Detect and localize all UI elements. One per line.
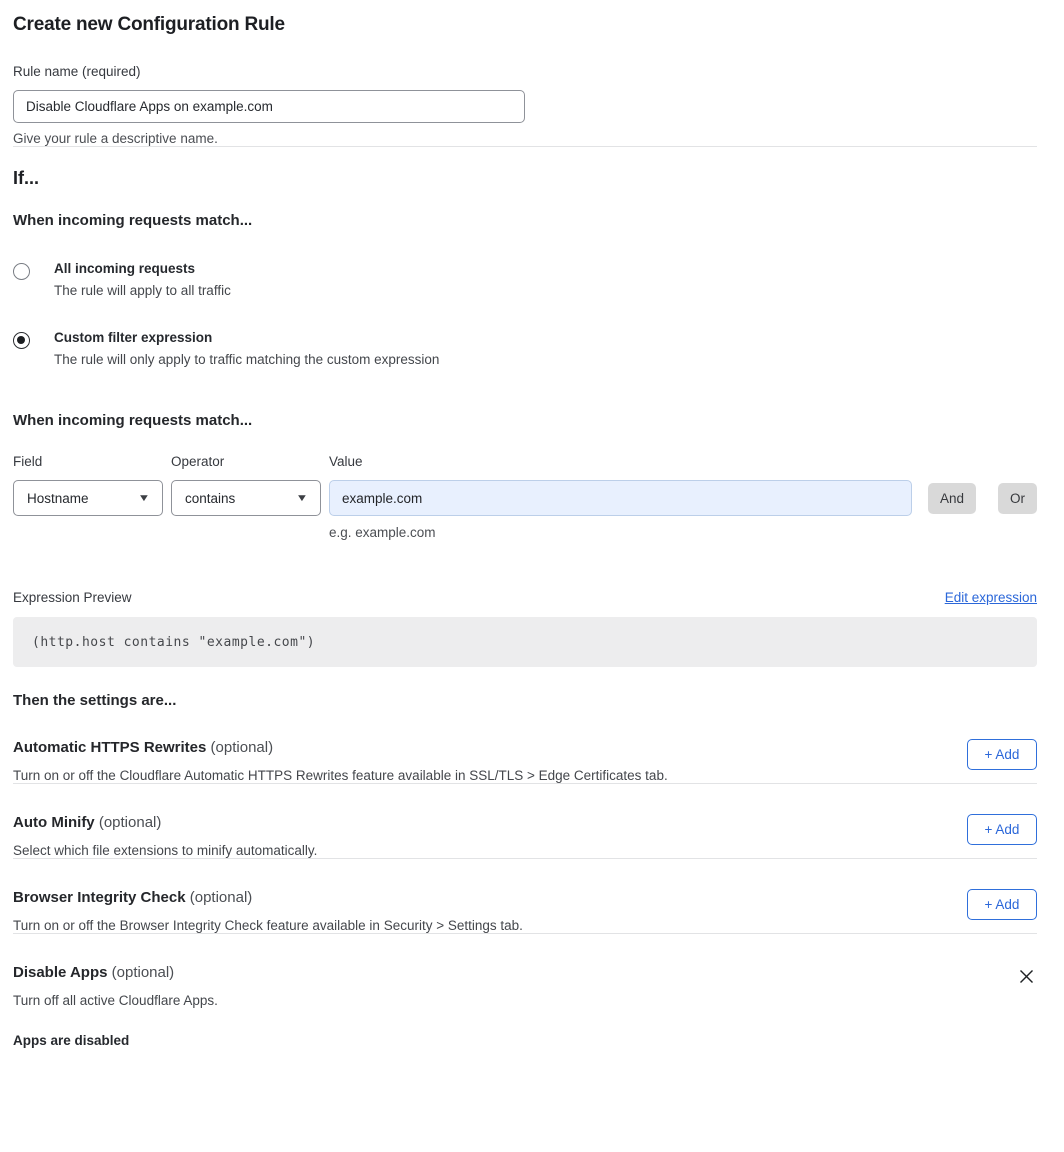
setting-browser-integrity-check	[13, 889, 1037, 933]
value-input[interactable]	[329, 480, 912, 516]
rule-name-section	[13, 63, 1037, 146]
setting-name: Auto Minify	[13, 814, 95, 831]
or-button[interactable]: Or	[998, 483, 1037, 514]
expression-preview-box	[13, 617, 1037, 667]
rule-name-input[interactable]	[13, 90, 525, 123]
apps-disabled-status: Apps are disabled	[13, 1033, 130, 1048]
setting-description: Select which file extensions to minify automatically.	[13, 843, 318, 858]
optional-label: (optional)	[98, 814, 162, 831]
rule-name-helper: Give your rule a descriptive name.	[13, 131, 218, 146]
setting-description: Turn on or off the Cloudflare Automatic HTTPS Rewrites feature available in SSL/TLS > Edge Certificates tab.	[13, 768, 668, 783]
radio-label[interactable]: Custom filter expression	[54, 330, 213, 345]
optional-label: (optional)	[189, 889, 253, 906]
edit-expression-link[interactable]: Edit expression	[944, 590, 1037, 605]
value-label: Value	[328, 454, 363, 469]
field-select-value: Hostname	[27, 490, 89, 506]
radio-description: The rule will apply to all traffic	[54, 283, 231, 298]
radio-label[interactable]: All incoming requests	[54, 261, 196, 276]
value-helper: e.g. example.com	[328, 525, 436, 540]
match-heading: When incoming requests match...	[13, 212, 253, 229]
setting-auto-minify	[13, 814, 1037, 858]
field-label: Field	[13, 454, 43, 469]
divider	[13, 933, 1037, 934]
divider	[13, 783, 1037, 784]
radio-option-custom-filter[interactable]	[13, 330, 1037, 367]
add-button[interactable]: + Add	[967, 889, 1037, 920]
radio-button-selected[interactable]	[13, 332, 30, 349]
setting-name: Automatic HTTPS Rewrites	[13, 739, 207, 756]
operator-select[interactable]	[171, 480, 321, 516]
add-button[interactable]: + Add	[967, 739, 1037, 770]
operator-label: Operator	[170, 454, 225, 469]
setting-name: Disable Apps	[13, 964, 108, 981]
setting-name: Browser Integrity Check	[13, 889, 186, 906]
setting-automatic-https-rewrites	[13, 739, 1037, 783]
if-heading: If...	[13, 168, 39, 188]
expression-preview-header	[13, 590, 1037, 605]
divider	[13, 146, 1037, 147]
optional-label: (optional)	[111, 964, 175, 981]
and-button[interactable]: And	[928, 483, 976, 514]
expression-code: (http.host contains "example.com")	[32, 634, 316, 650]
field-select[interactable]	[13, 480, 163, 516]
expression-builder-row	[13, 454, 1037, 540]
chevron-down-icon: ▼	[295, 492, 309, 504]
add-button[interactable]: + Add	[967, 814, 1037, 845]
setting-description: Turn on or off the Browser Integrity Check feature available in Security > Settings tab.	[13, 918, 523, 933]
radio-description: The rule will only apply to traffic matching the custom expression	[54, 352, 440, 367]
divider	[13, 858, 1037, 859]
page-title: Create new Configuration Rule	[13, 14, 285, 35]
setting-disable-apps	[13, 964, 1037, 1048]
rule-name-label: Rule name (required)	[13, 64, 141, 79]
radio-option-all-incoming[interactable]	[13, 261, 1037, 298]
settings-heading: Then the settings are...	[13, 692, 177, 709]
close-icon	[1018, 968, 1035, 985]
operator-select-value: contains	[184, 490, 236, 506]
chevron-down-icon: ▼	[137, 492, 151, 504]
remove-setting-button[interactable]	[1016, 966, 1037, 990]
setting-description: Turn off all active Cloudflare Apps.	[13, 993, 218, 1008]
expression-preview-label: Expression Preview	[13, 590, 132, 605]
radio-button-unselected[interactable]	[13, 263, 30, 280]
optional-label: (optional)	[210, 739, 274, 756]
expression-builder-heading: When incoming requests match...	[13, 412, 253, 429]
